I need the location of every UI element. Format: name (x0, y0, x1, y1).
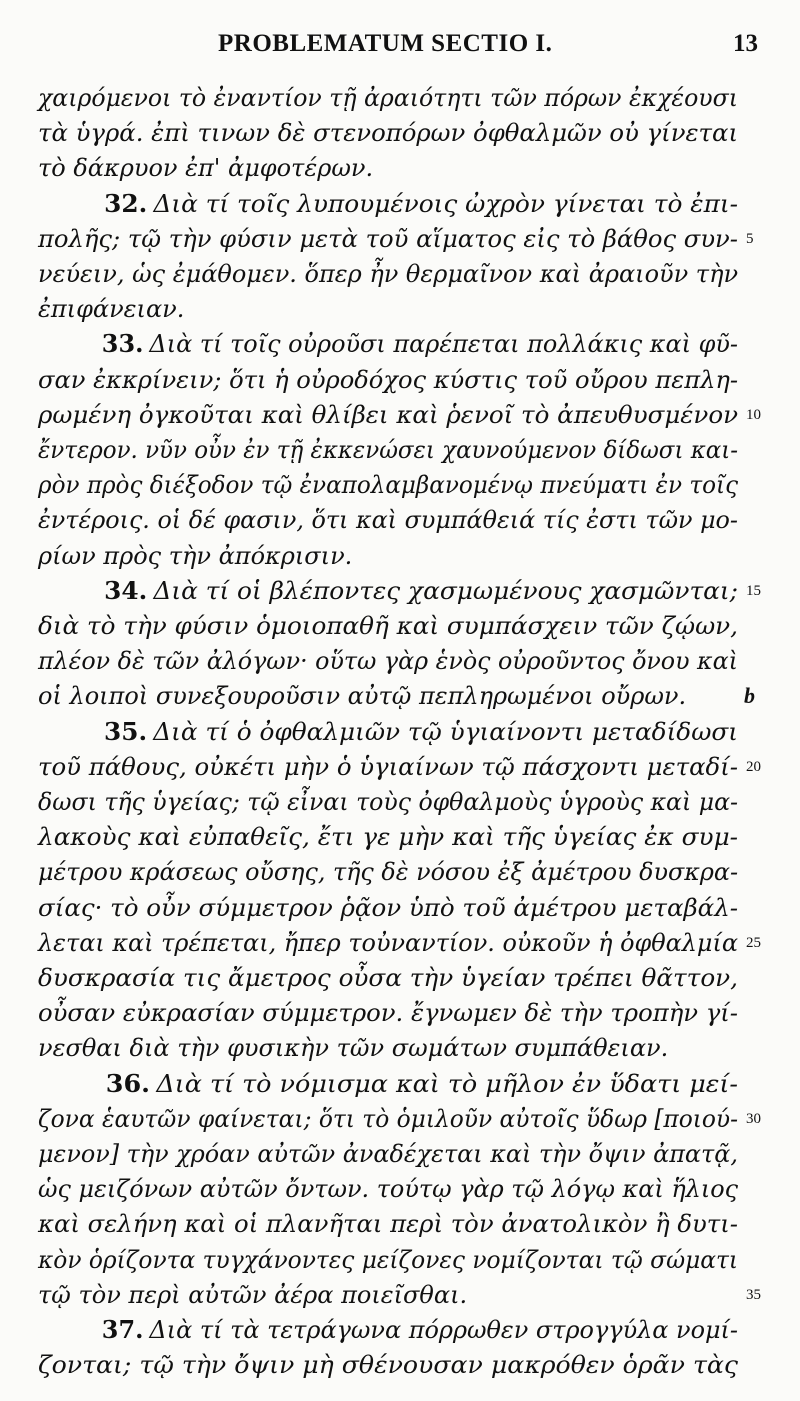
line-content (38, 923, 738, 963)
line-content (38, 500, 738, 540)
line-text: τὰ ὑγρά. ἐπὶ τινων δὲ στενοπόρων ὀφθαλμῶν οὐ γίνεται (38, 119, 738, 148)
line-content (38, 1310, 738, 1350)
text-line (38, 606, 738, 646)
line-text: Διὰ τί τοῖς λυπουμένοις ὠχρὸν γίνεται τὸ ἐπι- (153, 189, 739, 218)
line-content (38, 254, 738, 294)
text-line (38, 782, 738, 822)
line-text: πολῆς; τῷ τὴν φύσιν μετὰ τοῦ αἵματος εἰς τὸ βάθος συν- (38, 224, 738, 253)
line-content (38, 641, 738, 681)
page-number: 13 (733, 30, 758, 57)
line-content (38, 1275, 467, 1315)
margin-line-number: 5 (746, 230, 754, 247)
line-text: νεσθαι διὰ τὴν φυσικὴν τῶν σωμάτων συμπάθειαν. (38, 1034, 669, 1063)
line-text: κὸν ὁρίζοντα τυγχάνοντες μείζονες νομίζονται τῷ σώματι (38, 1245, 739, 1274)
text-line (38, 1099, 738, 1139)
line-text: λεται καὶ τρέπεται, ἤπερ τοὐναντίον. οὐκοῦν ἡ ὀφθαλμία (38, 928, 738, 957)
problem-first-line (38, 184, 738, 224)
text-line (38, 888, 738, 928)
line-text: νεύειν, ὡς ἐμάθομεν. ὅπερ ἦν θερμαῖνον καὶ ἀραιοῦν τὴν (38, 260, 739, 288)
line-text: Διὰ τί τὰ τετράγωνα πόρρωθεν στρογγύλα νομί- (149, 1316, 739, 1344)
line-text: λακοὺς καὶ εὐπαθεῖς, ἔτι γε μὴν καὶ τῆς ὑγείας ἐκ συμ- (38, 823, 739, 852)
margin-column-marker: b (744, 683, 755, 709)
problem-number: 36. (105, 1068, 151, 1098)
text-line (38, 430, 738, 470)
line-content (38, 324, 738, 364)
problem-number: 37. (101, 1315, 144, 1344)
line-text: σαν ἐκκρίνειν; ὅτι ἡ οὐροδόχος κύστις τοῦ οὔρου πεπλη- (38, 365, 739, 394)
line-content (38, 536, 352, 576)
line-content (38, 184, 738, 224)
text-line (38, 1028, 738, 1068)
line-text: ρὸν πρὸς διέξοδον τῷ ἐναπολαμβανομένῳ πνεύματι ἐν τοῖς (38, 471, 739, 500)
line-text: μενον] τὴν χρόαν αὐτῶν ἀναδέχεται καὶ τὴν ὄψιν ἀπατᾷ, (38, 1140, 738, 1168)
line-text: ρίων πρὸς τὴν ἀπόκρισιν. (38, 541, 353, 570)
line-text: ὡς μειζόνων αὐτῶν ὄντων. τούτῳ γὰρ τῷ λόγῳ καὶ ἥλιος (38, 1175, 739, 1204)
text-line (38, 676, 738, 716)
text-line (38, 1134, 738, 1174)
line-text: Διὰ τί τὸ νόμισμα καὶ τὸ μῆλον ἐν ὕδατι μεί- (156, 1069, 738, 1098)
line-content (38, 676, 686, 716)
problem-number: 32. (104, 188, 148, 218)
text-line (38, 536, 738, 576)
line-text: δωσι τῆς ὑγείας; τῷ εἶναι τοὺς ὀφθαλμοὺς ὑγροὺς καὶ μα- (38, 788, 739, 816)
line-text: πλέον δὲ τῶν ἀλόγων· οὕτω γὰρ ἑνὸς οὐροῦντος ὄνου καὶ (38, 647, 738, 676)
line-content (38, 113, 738, 153)
line-text: τοῦ πάθους, οὐκέτι μὴν ὁ ὑγιαίνων τῷ πάσχοντι μεταδί- (38, 752, 738, 781)
text-line (38, 78, 738, 118)
margin-line-number: 20 (746, 758, 761, 775)
problem-number: 35. (104, 716, 148, 746)
line-content (38, 78, 738, 118)
line-text: ἐπιφάνειαν. (38, 295, 185, 324)
line-text: Διὰ τί τοῖς οὐροῦσι παρέπεται πολλάκις καὶ φῦ- (149, 330, 739, 359)
running-title: PROBLEMATUM SECTIO I. (218, 30, 553, 57)
text-line (38, 289, 738, 329)
line-content (38, 430, 738, 470)
line-content (38, 289, 184, 329)
line-content (38, 993, 738, 1033)
text-line (38, 1275, 738, 1315)
problem-first-line (38, 1064, 738, 1104)
line-content (38, 958, 738, 998)
line-content (38, 148, 373, 188)
text-line (38, 747, 738, 787)
line-content (38, 360, 738, 400)
line-content (38, 852, 738, 892)
problem-first-line (38, 571, 738, 611)
problem-number: 34. (104, 575, 148, 605)
line-text: ἐντέροις. οἱ δέ φασιν, ὅτι καὶ συμπάθειά τίς ἐστι τῶν μο- (38, 506, 738, 535)
text-line (38, 1169, 738, 1209)
line-text: διὰ τὸ τὴν φύσιν ὁμοιοπαθῆ καὶ συμπάσχειν τῶν ζῴων, (38, 612, 739, 640)
line-text: Διὰ τί ὁ ὀφθαλμιῶν τῷ ὑγιαίνοντι μεταδίδωσι (153, 717, 738, 746)
text-line (38, 465, 738, 505)
text-line (38, 817, 738, 857)
text-line (38, 500, 738, 540)
margin-line-number: 10 (746, 406, 761, 423)
problem-first-line (38, 324, 738, 364)
margin-line-number: 25 (746, 934, 761, 951)
line-text: δυσκρασία τις ἄμετρος οὖσα τὴν ὑγείαν τρέπει θᾶττον, (38, 964, 739, 992)
problem-first-line (38, 712, 738, 752)
line-content (38, 1169, 738, 1209)
line-content (38, 747, 738, 787)
text-line (38, 395, 738, 435)
line-content (38, 1028, 668, 1068)
text-line (38, 923, 738, 963)
line-content (38, 395, 738, 435)
margin-line-number: 30 (746, 1110, 761, 1127)
line-content (38, 606, 738, 646)
line-text: οὖσαν εὐκρασίαν σύμμετρον. ἔγνωμεν δὲ τὴν τροπὴν γί- (38, 999, 739, 1028)
margin-line-number: 15 (746, 582, 761, 599)
line-text: τὸ δάκρυον ἐπ' ἀμφοτέρων. (38, 154, 374, 183)
margin-line-number: 35 (746, 1286, 761, 1303)
line-content (38, 888, 738, 928)
problem-number: 33. (101, 329, 144, 359)
line-content (38, 1099, 738, 1139)
line-content (38, 1204, 738, 1244)
line-content (38, 465, 738, 505)
line-content (38, 817, 738, 857)
line-text: ἔντερον. νῦν οὖν ἐν τῇ ἐκκενώσει χαυνούμενον δίδωσι και- (38, 436, 739, 464)
problem-first-line (38, 1310, 738, 1350)
text-line (38, 993, 738, 1033)
line-text: καὶ σελήνη καὶ οἱ πλανῆται περὶ τὸν ἀνατολικὸν ἢ δυτι- (38, 1210, 738, 1239)
line-content (38, 1345, 738, 1385)
line-text: σίας· τὸ οὖν σύμμετρον ῥᾷον ὑπὸ τοῦ ἀμέτρου μεταβάλ- (38, 893, 739, 922)
text-line (38, 360, 738, 400)
running-header (218, 26, 762, 66)
line-text: μέτρου κράσεως οὔσης, τῆς δὲ νόσου ἐξ ἀμέτρου δυσκρα- (38, 858, 739, 887)
text-line (38, 641, 738, 681)
text-line (38, 852, 738, 892)
line-text: τῷ τὸν περὶ αὐτῶν ἀέρα ποιεῖσθαι. (38, 1280, 468, 1309)
line-content (38, 782, 738, 822)
text-line (38, 1204, 738, 1244)
line-content (38, 712, 738, 752)
text-line (38, 254, 738, 294)
text-line (38, 148, 738, 188)
line-content (38, 1134, 738, 1174)
line-content (38, 219, 738, 259)
line-text: ζονται; τῷ τὴν ὄψιν μὴ σθένουσαν μακρόθεν ὁρᾶν τὰς (38, 1351, 738, 1380)
text-line (38, 113, 738, 153)
line-text: ρωμένη ὀγκοῦται καὶ θλίβει καὶ ῥενοῖ τὸ ἀπευθυσμένον (38, 400, 739, 429)
text-line (38, 958, 738, 998)
line-content (38, 571, 738, 611)
line-content (38, 1064, 738, 1104)
line-text: χαιρόμενοι τὸ ἐναντίον τῇ ἀραιότητι τῶν πόρων ἐκχέουσι (38, 84, 738, 112)
line-text: Διὰ τί οἱ βλέποντες χασμωμένους χασμῶνται; (153, 576, 738, 605)
text-line (38, 219, 738, 259)
line-content (38, 1240, 738, 1280)
text-line (38, 1240, 738, 1280)
line-text: οἱ λοιποὶ συνεξουροῦσιν αὐτῷ πεπληρωμένοι οὔρων. (38, 682, 687, 711)
line-text: ζονα ἑαυτῶν φαίνεται; ὅτι τὸ ὁμιλοῦν αὐτοῖς ὕδωρ [ποιού- (38, 1104, 738, 1133)
text-line (38, 1345, 738, 1385)
